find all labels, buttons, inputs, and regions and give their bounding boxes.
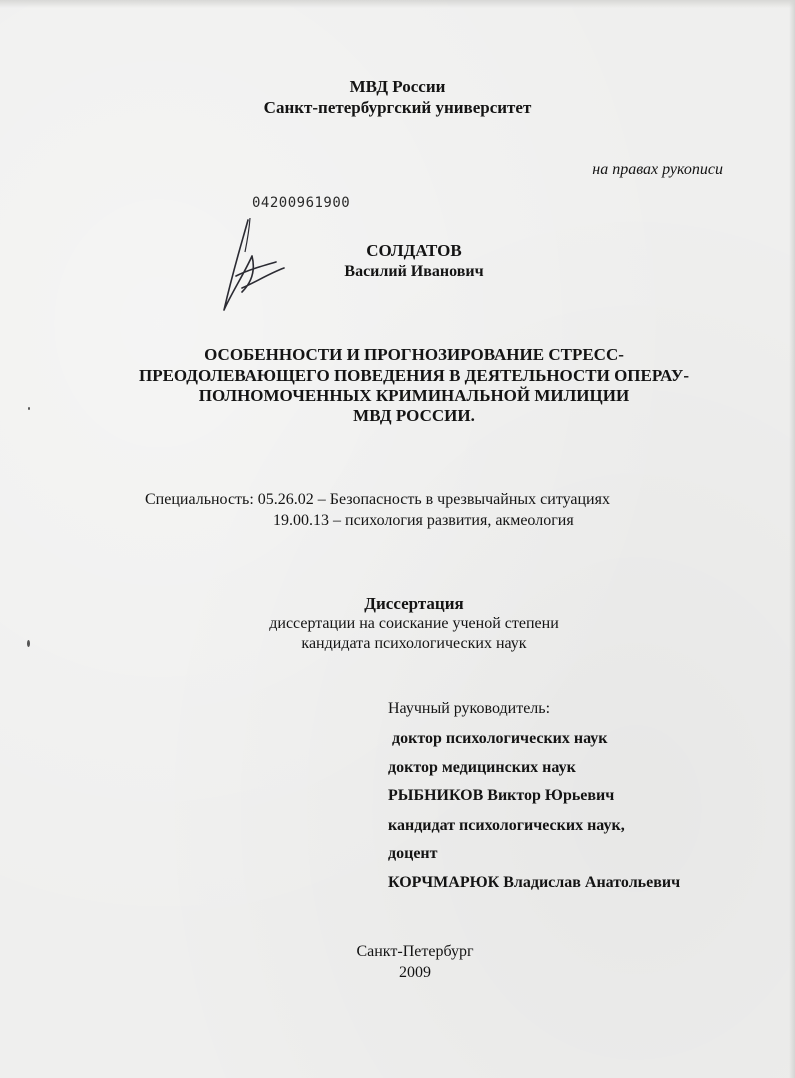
specialty-line-2: 19.00.13 – психология развития, акмеология xyxy=(273,512,574,529)
title-line-4: МВД РОССИИ. xyxy=(353,406,475,425)
scan-speck xyxy=(27,640,30,647)
scan-edge-right xyxy=(789,0,795,1078)
organization-line-1: МВД России xyxy=(349,77,446,96)
author-given-names: Василий Иванович xyxy=(344,263,484,280)
registration-stamp-number: 04200961900 xyxy=(252,195,351,211)
organization-line-2: Санкт-петербургский университет xyxy=(263,98,532,117)
title-line-2: ПРЕОДОЛЕВАЮЩЕГО ПОВЕДЕНИЯ В ДЕЯТЕЛЬНОСТИ ОПЕРАУ- xyxy=(138,366,689,385)
supervisor-line-3: РЫБНИКОВ Виктор Юрьевич xyxy=(388,787,615,804)
title-line-1: ОСОБЕННОСТИ И ПРОГНОЗИРОВАНИЕ СТРЕСС- xyxy=(204,345,624,364)
supervisor-line-4: кандидат психологических наук, xyxy=(388,817,625,834)
scan-speck xyxy=(28,407,30,410)
author-surname: СОЛДАТОВ xyxy=(366,241,462,260)
footer-city: Санкт-Петербург xyxy=(356,943,474,960)
supervisor-line-1: доктор психологических наук xyxy=(392,730,608,747)
title-line-3: ПОЛНОМОЧЕННЫХ КРИМИНАЛЬНОЙ МИЛИЦИИ xyxy=(198,386,630,405)
supervisor-line-6: КОРЧМАРЮК Владислав Анатольевич xyxy=(388,874,681,891)
supervisor-line-5: доцент xyxy=(388,845,438,862)
footer-year: 2009 xyxy=(399,964,431,981)
scan-edge-top xyxy=(0,0,795,8)
supervisor-heading: Научный руководитель: xyxy=(388,700,551,717)
dissertation-label: Диссертация xyxy=(364,594,464,613)
specialty-line-1: Специальность: 05.26.02 – Безопасность в чрезвычайных ситуациях xyxy=(145,491,610,508)
dissertation-field-line: кандидата психологических наук xyxy=(301,635,527,652)
rights-note: на правах рукописи xyxy=(592,161,723,178)
supervisor-line-2: доктор медицинских наук xyxy=(388,759,576,776)
dissertation-degree-line: диссертации на соискание ученой степени xyxy=(269,615,559,632)
